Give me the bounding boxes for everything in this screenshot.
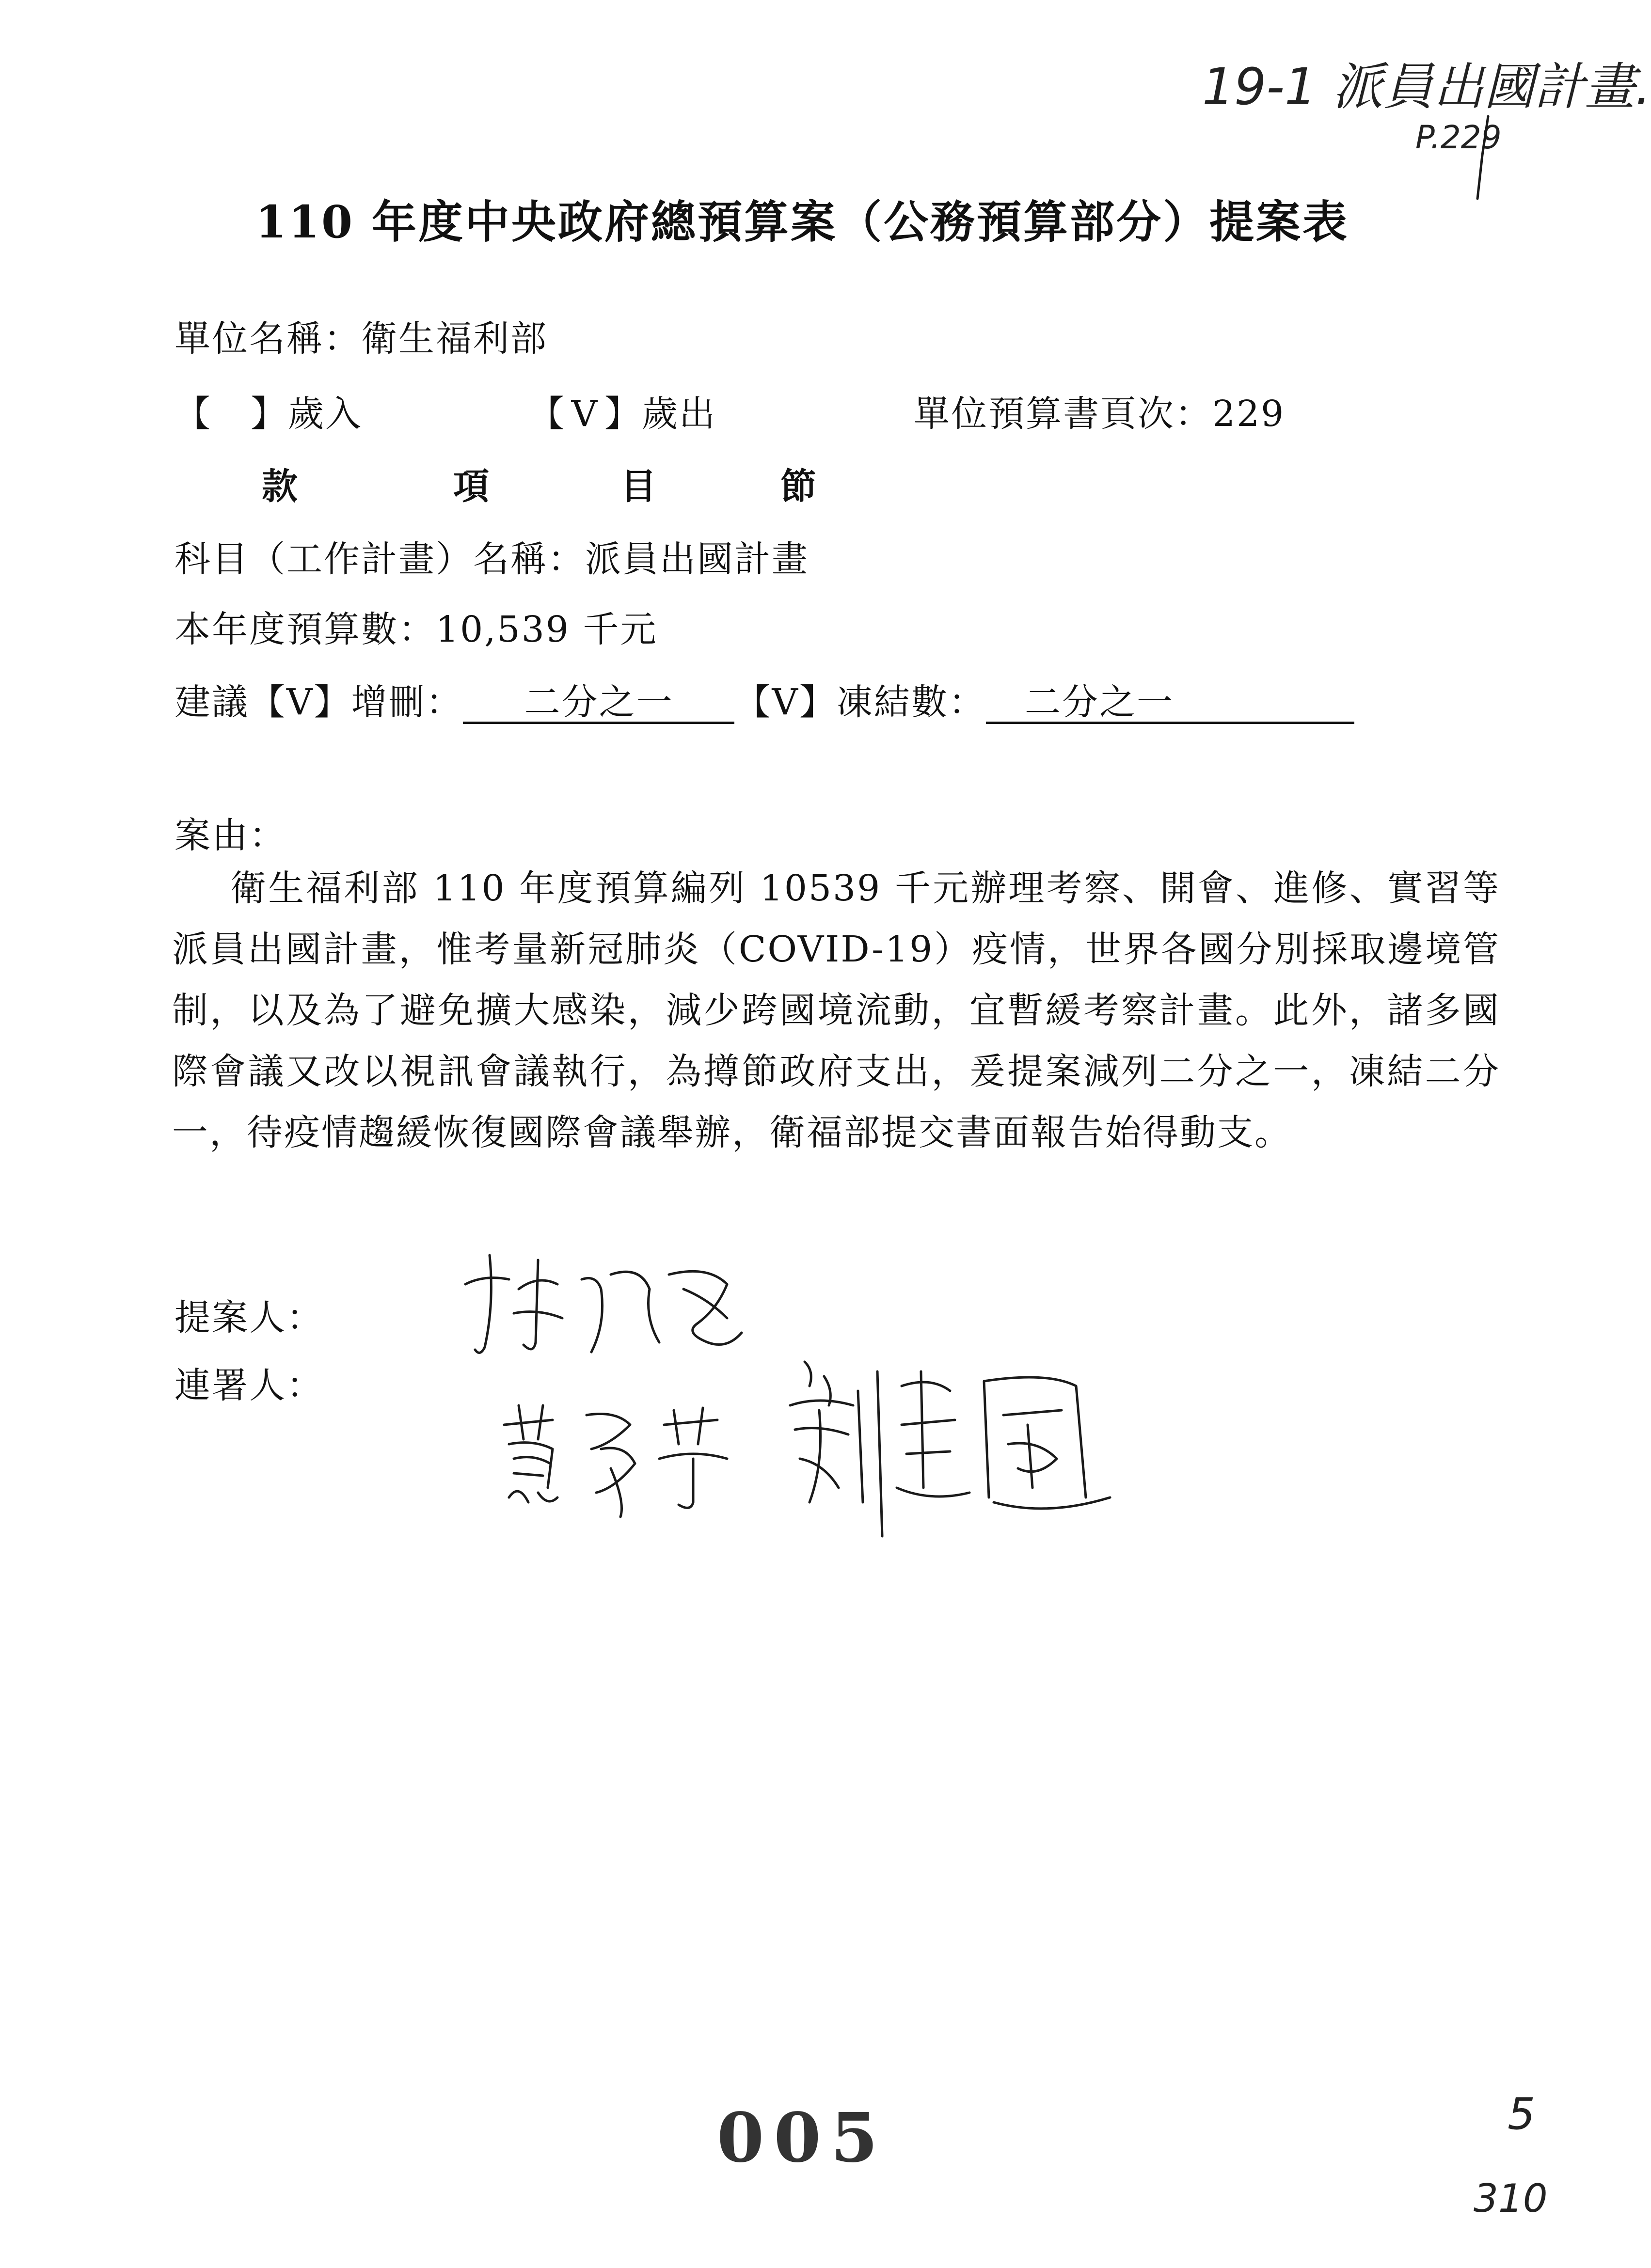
unit-name-value: 衛生福利部 bbox=[361, 318, 548, 360]
freeze-checkbox: 【V】 bbox=[734, 681, 837, 723]
handwritten-corner-number: 5 bbox=[1508, 2089, 1536, 2140]
document-title: 110 年度中央政府總預算案（公務預算部分）提案表 bbox=[255, 196, 1349, 248]
subject-value: 派員出國計畫 bbox=[585, 538, 809, 580]
unit-name-label: 單位名稱： bbox=[175, 318, 361, 360]
classification-item-xiang: 項 bbox=[453, 466, 491, 507]
suggestion-row bbox=[175, 674, 1354, 725]
budget-amount-label: 本年度預算數： bbox=[175, 609, 436, 650]
cosigner-signature-2 bbox=[776, 1342, 1125, 1546]
budget-amount-row bbox=[175, 601, 657, 652]
classification-item-jie: 節 bbox=[780, 466, 818, 507]
proposer-label: 提案人： bbox=[175, 1297, 324, 1339]
proposer-signature bbox=[456, 1245, 756, 1371]
cut-label: 增刪： bbox=[351, 681, 463, 723]
cut-value: 二分之一 bbox=[463, 684, 734, 724]
page-number: 005 bbox=[716, 2098, 888, 2178]
expense-label: 歲出 bbox=[642, 393, 716, 435]
revenue-label: 歲入 bbox=[288, 393, 363, 435]
freeze-label: 凍結數： bbox=[836, 681, 986, 723]
suggestion-label: 建議 bbox=[175, 681, 249, 723]
reason-text: 衛生福利部 110 年度預算編列 10539 千元辦理考察、開會、進修、實習等派員出國計畫，惟考量新冠肺炎（COVID-19）疫情，世界各國分別採取邊境管制，以及為了避免擴大感染，減少跨國境流動，宜暫緩考察計畫。此外，諸多國際會議又改以視訊會議執行，為撙節政府支出，爰提案減列二分之一，凍結二分一，待疫情趨緩恢復國際會議舉辦，衛福部提交書面報告始得動支。 bbox=[172, 867, 1500, 1153]
handwritten-page-note: P.229 bbox=[1415, 119, 1502, 156]
budget-page-field bbox=[914, 385, 1285, 437]
freeze-value: 二分之一 bbox=[986, 684, 1354, 724]
reason-label: 案由： bbox=[175, 815, 286, 856]
cut-checkbox: 【V】 bbox=[249, 681, 351, 723]
handwritten-corner-total: 310 bbox=[1474, 2176, 1548, 2221]
handwritten-reference-note: 19-1 派員出國計畫. bbox=[1202, 57, 1651, 116]
subject-label: 科目（工作計畫）名稱： bbox=[175, 538, 585, 580]
budget-amount-value: 10,539 千元 bbox=[436, 609, 658, 650]
subject-row bbox=[175, 531, 809, 582]
classification-item-kuan: 款 bbox=[262, 466, 299, 507]
expense-checkbox: 【 V 】歲出 bbox=[528, 393, 716, 435]
revenue-checkbox: 【 】歲入 bbox=[175, 393, 363, 435]
cosigner-label: 連署人： bbox=[175, 1365, 324, 1406]
cosigner-signature-1 bbox=[490, 1396, 761, 1522]
classification-item-mu: 目 bbox=[620, 466, 658, 507]
budget-page-label: 單位預算書頁次： bbox=[914, 393, 1212, 435]
unit-name-row bbox=[175, 310, 548, 362]
budget-page-value: 229 bbox=[1212, 393, 1286, 435]
